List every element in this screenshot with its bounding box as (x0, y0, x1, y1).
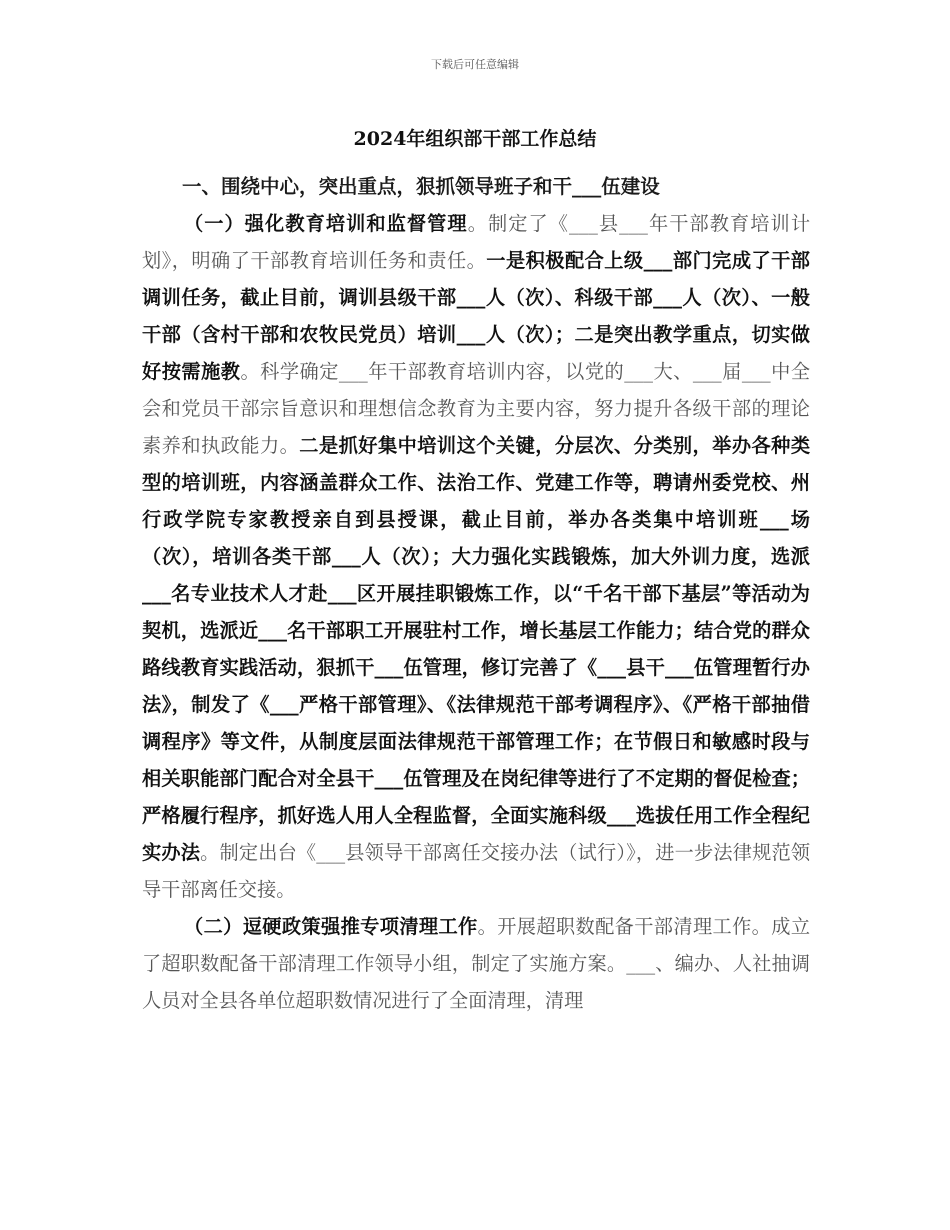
page-header: 下载后可任意编辑 (431, 58, 519, 71)
text-run: 。制定了《___县___年干部教育培训计划》，明确了干部教育培训任务和责任。 (142, 212, 811, 272)
subheading-1: （一）强化教育培训和监督管理 (184, 212, 468, 235)
text-run: 二是抓好集中培训这个关键，分层次、分类别，举办各种类型的培训班，内容涵盖群众工作、法治工作、党建工作等，聘请州委党校、州行政学院专家教授亲自到县授课，截止目前，举办各类集中培训班___场（次），培训各类干部___人（次）；大力强化实践锻炼，加大外训力度，选派___名专业技术人才赴___区开展挂职锻炼工作，以“千名干部下基层”等活动为契机，选派近___名干部职工开展驻村工作，增长基层工作能力；结合党的群众路线教育实践活动，狠抓干___伍管理，修订完善了《___县干___伍管理暂行办法》，制发了《___严格干部管理》、《法律规范干部考调程序》、《严格干部抽借调程序》等文件，从制度层面法律规范干部管理工作；在节假日和敏感时段与相关职能部门配合对全县干___伍管理及在岗纪律等进行了不定期的督促检查；严格履行程序，抓好选人用人全程监督，全面实施科级___选拔任用工作全程纪实办法 (142, 434, 811, 864)
document-title: 2024年组织部干部工作总结 (353, 128, 597, 150)
text-run: 一是积极配合上级___部门完成了干部调训任务，截止目前，调训县级干部___人（次）、科级干部___人（次）、一般干部（含村干部和农牧民党员）培训___人（次）；二是突出教学重点，切实做好按需施教 (142, 249, 810, 383)
subheading-2: （二）逗硬政策强推专项清理工作 (184, 915, 478, 938)
document-body (142, 168, 810, 1019)
section-heading: 一、围绕中心，突出重点，狠抓领导班子和干___伍建设 (182, 175, 660, 198)
paragraph-1 (142, 205, 810, 908)
text-run: 。制定出台《___县领导干部离任交接办法（试行）》，进一步法律规范领导干部离任交接。 (142, 841, 811, 901)
text-run: 。开展超职数配备干部清理工作。成立了超职数配备干部清理工作领导小组，制定了实施方案。___、编办、人社抽调人员对全县各单位超职数情况进行了全面清理，清理 (142, 915, 811, 1012)
text-run: 。科学确定___年干部教育培训内容，以党的___大、___届___中全会和党员干部宗旨意识和理想信念教育为主要内容，努力提升各级干部的理论素养和执政能力。 (142, 360, 811, 457)
paragraph-2 (142, 908, 810, 1019)
